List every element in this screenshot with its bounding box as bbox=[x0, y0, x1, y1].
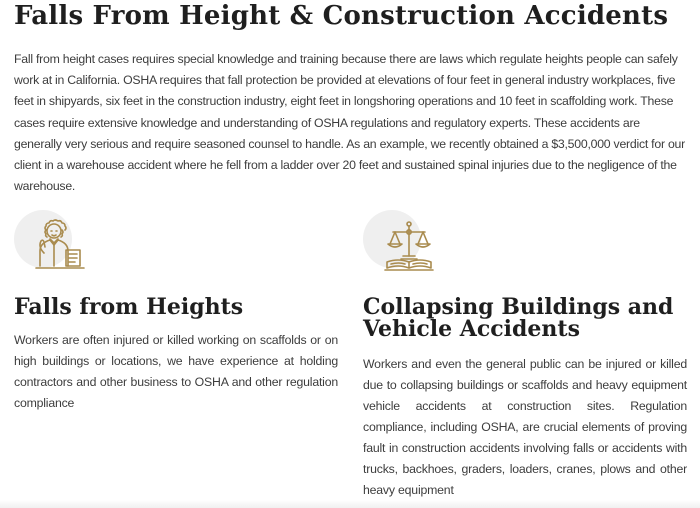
card-description: Workers and even the general public can be injured or killed due to collapsing buildings or scaffolds and heavy equipment vehicle accidents at construction sites. Regulation compliance, including OSHA, are crucial elements of proving fault in construction accidents involving falls or accidents with trucks, backhoes, graders, loaders, cranes, plows and other heavy equipment bbox=[363, 357, 687, 497]
intro-paragraph: Fall from height cases requires special knowledge and training because there are laws which regulate heights people can safely work at in California. OSHA requires that fall protection be provided at elevations of four feet in general industry workplaces, five feet in shipyards, six feet in the construction industry, eight feet in longshoring operations and 10 feet in scaffolding work. These cases require extensive knowledge and understanding of OSHA regulations and regulatory experts. These accidents are generally very serious and require seasoned counsel to handle. As an example, we recently obtained a $3,500,000 verdict for our client in a warehouse accident where he fell from a ladder over 20 feet and sustained spinal injuries due to the negligence of the warehouse. bbox=[14, 52, 685, 194]
card-description: Workers are often injured or killed working on scaffolds or on high buildings or locations, we have experience at holding contractors and other business to OSHA and other regulation compliance bbox=[14, 333, 338, 410]
scales-of-justice-icon bbox=[381, 218, 437, 274]
card-collapsing-buildings bbox=[363, 210, 687, 497]
card-title: Falls from Heights bbox=[14, 294, 244, 320]
card-title: Collapsing Buildings and Vehicle Accidents bbox=[363, 294, 674, 342]
lawyer-icon bbox=[32, 218, 88, 274]
card-falls-from-heights bbox=[14, 210, 338, 410]
bottom-fade bbox=[0, 500, 700, 508]
page-title: Falls From Height & Construction Accidents bbox=[14, 1, 669, 31]
card-icon-wrap bbox=[14, 210, 94, 276]
card-icon-wrap bbox=[363, 210, 443, 276]
